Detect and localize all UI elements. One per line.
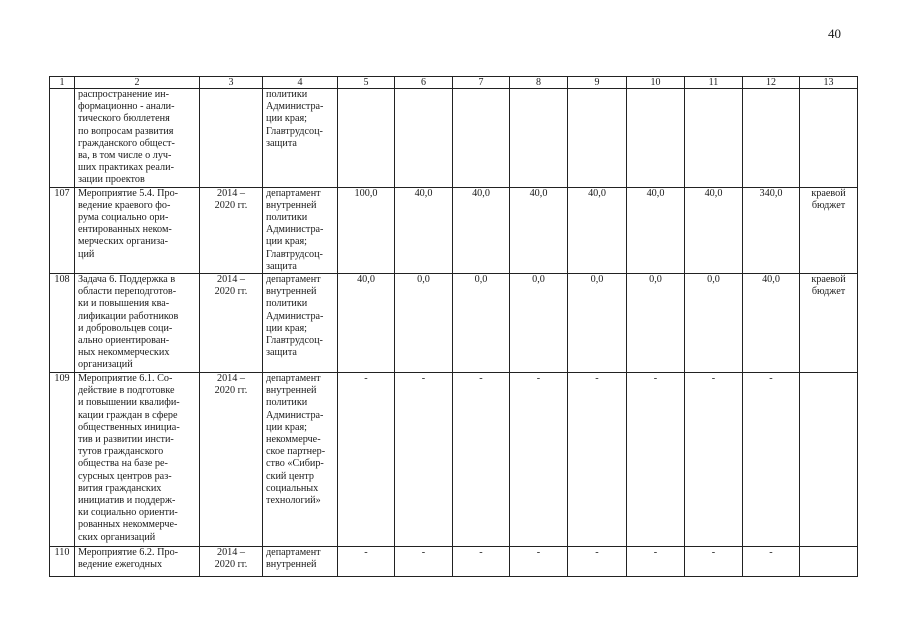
value-cell: 40,0: [453, 187, 510, 273]
event-name: [75, 187, 200, 273]
event-name: [75, 89, 200, 188]
event-name-line: и повышении квалифи-: [78, 397, 180, 409]
value-cell: -: [627, 373, 685, 547]
value-cell: [510, 89, 568, 188]
period-line: 2020 гг.: [214, 199, 248, 211]
value-cell: 0,0: [510, 274, 568, 373]
event-name-line: по вопросам развития: [78, 125, 174, 137]
executor-line: ции края;: [266, 236, 307, 248]
value-cell: [453, 89, 510, 188]
period: [200, 373, 263, 547]
header-cell: 3: [200, 77, 263, 89]
period: [200, 187, 263, 273]
value-cell: -: [510, 547, 568, 577]
period-line: 2014 –: [216, 547, 245, 559]
executor: [263, 373, 338, 547]
executor: [263, 187, 338, 273]
table-row: [50, 373, 858, 547]
header-cell: 10: [627, 77, 685, 89]
value-cell: -: [627, 547, 685, 577]
value-cell: -: [510, 373, 568, 547]
event-name-line: ских организаций: [78, 531, 156, 543]
header-row: [50, 77, 858, 89]
value-cell: -: [338, 547, 395, 577]
executor-line: ство «Сибир-: [266, 458, 324, 470]
value-cell: 0,0: [568, 274, 627, 373]
event-name-line: кации граждан в сфере: [78, 409, 178, 421]
period-line: 2020 гг.: [214, 385, 248, 397]
event-name: [75, 547, 200, 577]
period-line: 2014 –: [216, 274, 245, 286]
executor-line: политики: [266, 397, 308, 409]
period: [200, 547, 263, 577]
header-cell: 13: [800, 77, 858, 89]
executor-line: защита: [266, 347, 297, 359]
funding-source: [800, 373, 858, 547]
executor: [263, 547, 338, 577]
row-number: [50, 89, 75, 188]
executor-line: внутренней: [266, 559, 317, 571]
value-cell: [338, 89, 395, 188]
header-cell: 4: [263, 77, 338, 89]
value-cell: 40,0: [510, 187, 568, 273]
event-name-line: рума социально ори-: [78, 212, 169, 224]
executor-line: политики: [266, 212, 308, 224]
executor-line: Главтрудсоц-: [266, 248, 323, 260]
executor-line: внутренней: [266, 286, 317, 298]
value-cell: 40,0: [627, 187, 685, 273]
event-name-line: общественных инициа-: [78, 421, 180, 433]
executor-line: технологий»: [266, 495, 321, 507]
header-cell: 1: [50, 77, 75, 89]
executor-line: ции края;: [266, 322, 307, 334]
header-cell: 11: [685, 77, 743, 89]
executor-line: защита: [266, 137, 297, 149]
event-name-line: ки социально ориенти-: [78, 507, 178, 519]
event-name-line: области переподготов-: [78, 286, 177, 298]
event-name-line: общества на базе ре-: [78, 458, 168, 470]
value-cell: -: [568, 373, 627, 547]
value-cell: -: [685, 373, 743, 547]
executor-line: Администра-: [266, 224, 324, 236]
row-number: 108: [50, 274, 75, 373]
value-cell: [395, 89, 453, 188]
funding-source-line: бюджет: [811, 199, 846, 211]
header-cell: 9: [568, 77, 627, 89]
event-name-line: Мероприятие 5.4. Про-: [78, 187, 179, 199]
event-name-line: распространение ин-: [78, 89, 169, 100]
event-name-line: тив и развитии инсти-: [78, 434, 174, 446]
value-cell: -: [453, 373, 510, 547]
executor-line: внутренней: [266, 199, 317, 211]
event-name: [75, 274, 200, 373]
executor-line: департамент: [266, 187, 321, 199]
funding-source: [800, 187, 858, 273]
executor-line: департамент: [266, 547, 321, 559]
events-table: [49, 76, 858, 577]
value-cell: -: [685, 547, 743, 577]
event-name-line: ально ориентирован-: [78, 335, 170, 347]
event-name-line: гражданского общест-: [78, 137, 175, 149]
header-cell: 5: [338, 77, 395, 89]
table-row: [50, 89, 858, 188]
funding-source-line: бюджет: [811, 286, 846, 298]
value-cell: 40,0: [685, 187, 743, 273]
table-row: [50, 187, 858, 273]
value-cell: 40,0: [395, 187, 453, 273]
value-cell: [743, 89, 800, 188]
page-number: 40: [828, 26, 841, 41]
event-name-line: и добровольцев соци-: [78, 322, 173, 334]
event-name-line: рованных некоммерче-: [78, 519, 178, 531]
header-cell: 8: [510, 77, 568, 89]
event-name-line: Мероприятие 6.1. Со-: [78, 373, 173, 385]
value-cell: [685, 89, 743, 188]
event-name-line: инициатив и поддерж-: [78, 495, 176, 507]
event-name-line: тутов гражданского: [78, 446, 164, 458]
value-cell: 340,0: [743, 187, 800, 273]
executor-line: департамент: [266, 274, 321, 286]
executor-line: Главтрудсоц-: [266, 125, 323, 137]
value-cell: 0,0: [453, 274, 510, 373]
value-cell: [627, 89, 685, 188]
executor: [263, 89, 338, 188]
funding-source: [800, 89, 858, 188]
event-name-line: ных некоммерческих: [78, 347, 170, 359]
row-number: 109: [50, 373, 75, 547]
funding-source: [800, 274, 858, 373]
executor-line: внутренней: [266, 385, 317, 397]
header-cell: 6: [395, 77, 453, 89]
row-number: 107: [50, 187, 75, 273]
executor-line: Администра-: [266, 409, 324, 421]
table-row: [50, 274, 858, 373]
executor-line: политики: [266, 89, 308, 100]
period-line: 2020 гг.: [214, 559, 248, 571]
executor-line: политики: [266, 298, 308, 310]
executor-line: Главтрудсоц-: [266, 335, 323, 347]
event-name-line: организаций: [78, 359, 133, 371]
event-name-line: Задача 6. Поддержка в: [78, 274, 176, 286]
period-line: 2014 –: [216, 187, 245, 199]
event-name-line: ций: [78, 248, 95, 260]
value-cell: -: [453, 547, 510, 577]
event-name-line: формационно - анали-: [78, 101, 175, 113]
executor-line: защита: [266, 260, 297, 272]
executor-line: социальных: [266, 482, 319, 494]
executor-line: ский центр: [266, 470, 315, 482]
event-name-line: ва, в том числе о луч-: [78, 150, 172, 162]
header-cell: 12: [743, 77, 800, 89]
executor-line: Администра-: [266, 310, 324, 322]
value-cell: -: [395, 373, 453, 547]
value-cell: [568, 89, 627, 188]
event-name-line: тического бюллетеня: [78, 113, 170, 125]
period-line: 2014 –: [216, 373, 245, 385]
value-cell: -: [743, 373, 800, 547]
funding-source-line: краевой: [811, 274, 846, 286]
value-cell: 40,0: [743, 274, 800, 373]
funding-source-line: краевой: [811, 187, 846, 199]
event-name-line: лификации работников: [78, 310, 179, 322]
event-name-line: ентированных неком-: [78, 224, 172, 236]
event-name-line: вития гражданских: [78, 482, 162, 494]
table-row: [50, 547, 858, 577]
executor-line: ции края;: [266, 421, 307, 433]
value-cell: -: [743, 547, 800, 577]
event-name-line: ших практиках реали-: [78, 162, 174, 174]
event-name: [75, 373, 200, 547]
executor-line: Администра-: [266, 101, 324, 113]
event-name-line: зации проектов: [78, 174, 145, 186]
period: [200, 89, 263, 188]
event-name-line: мерческих организа-: [78, 236, 169, 248]
header-cell: 2: [75, 77, 200, 89]
executor-line: некоммерче-: [266, 434, 321, 446]
executor-line: департамент: [266, 373, 321, 385]
executor: [263, 274, 338, 373]
event-name-line: ведение краевого фо-: [78, 199, 171, 211]
period: [200, 274, 263, 373]
value-cell: 40,0: [338, 274, 395, 373]
event-name-line: сурсных центров раз-: [78, 470, 172, 482]
value-cell: -: [568, 547, 627, 577]
value-cell: 40,0: [568, 187, 627, 273]
event-name-line: Мероприятие 6.2. Про-: [78, 547, 179, 559]
value-cell: 0,0: [627, 274, 685, 373]
header-cell: 7: [453, 77, 510, 89]
executor-line: ское партнер-: [266, 446, 326, 458]
value-cell: 0,0: [395, 274, 453, 373]
row-number: 110: [50, 547, 75, 577]
funding-source: [800, 547, 858, 577]
executor-line: ции края;: [266, 113, 307, 125]
event-name-line: ки и повышения ква-: [78, 298, 170, 310]
event-name-line: ведение ежегодных: [78, 559, 163, 571]
value-cell: -: [395, 547, 453, 577]
value-cell: 0,0: [685, 274, 743, 373]
value-cell: 100,0: [338, 187, 395, 273]
event-name-line: действие в подготовке: [78, 385, 175, 397]
value-cell: -: [338, 373, 395, 547]
period-line: 2020 гг.: [214, 286, 248, 298]
